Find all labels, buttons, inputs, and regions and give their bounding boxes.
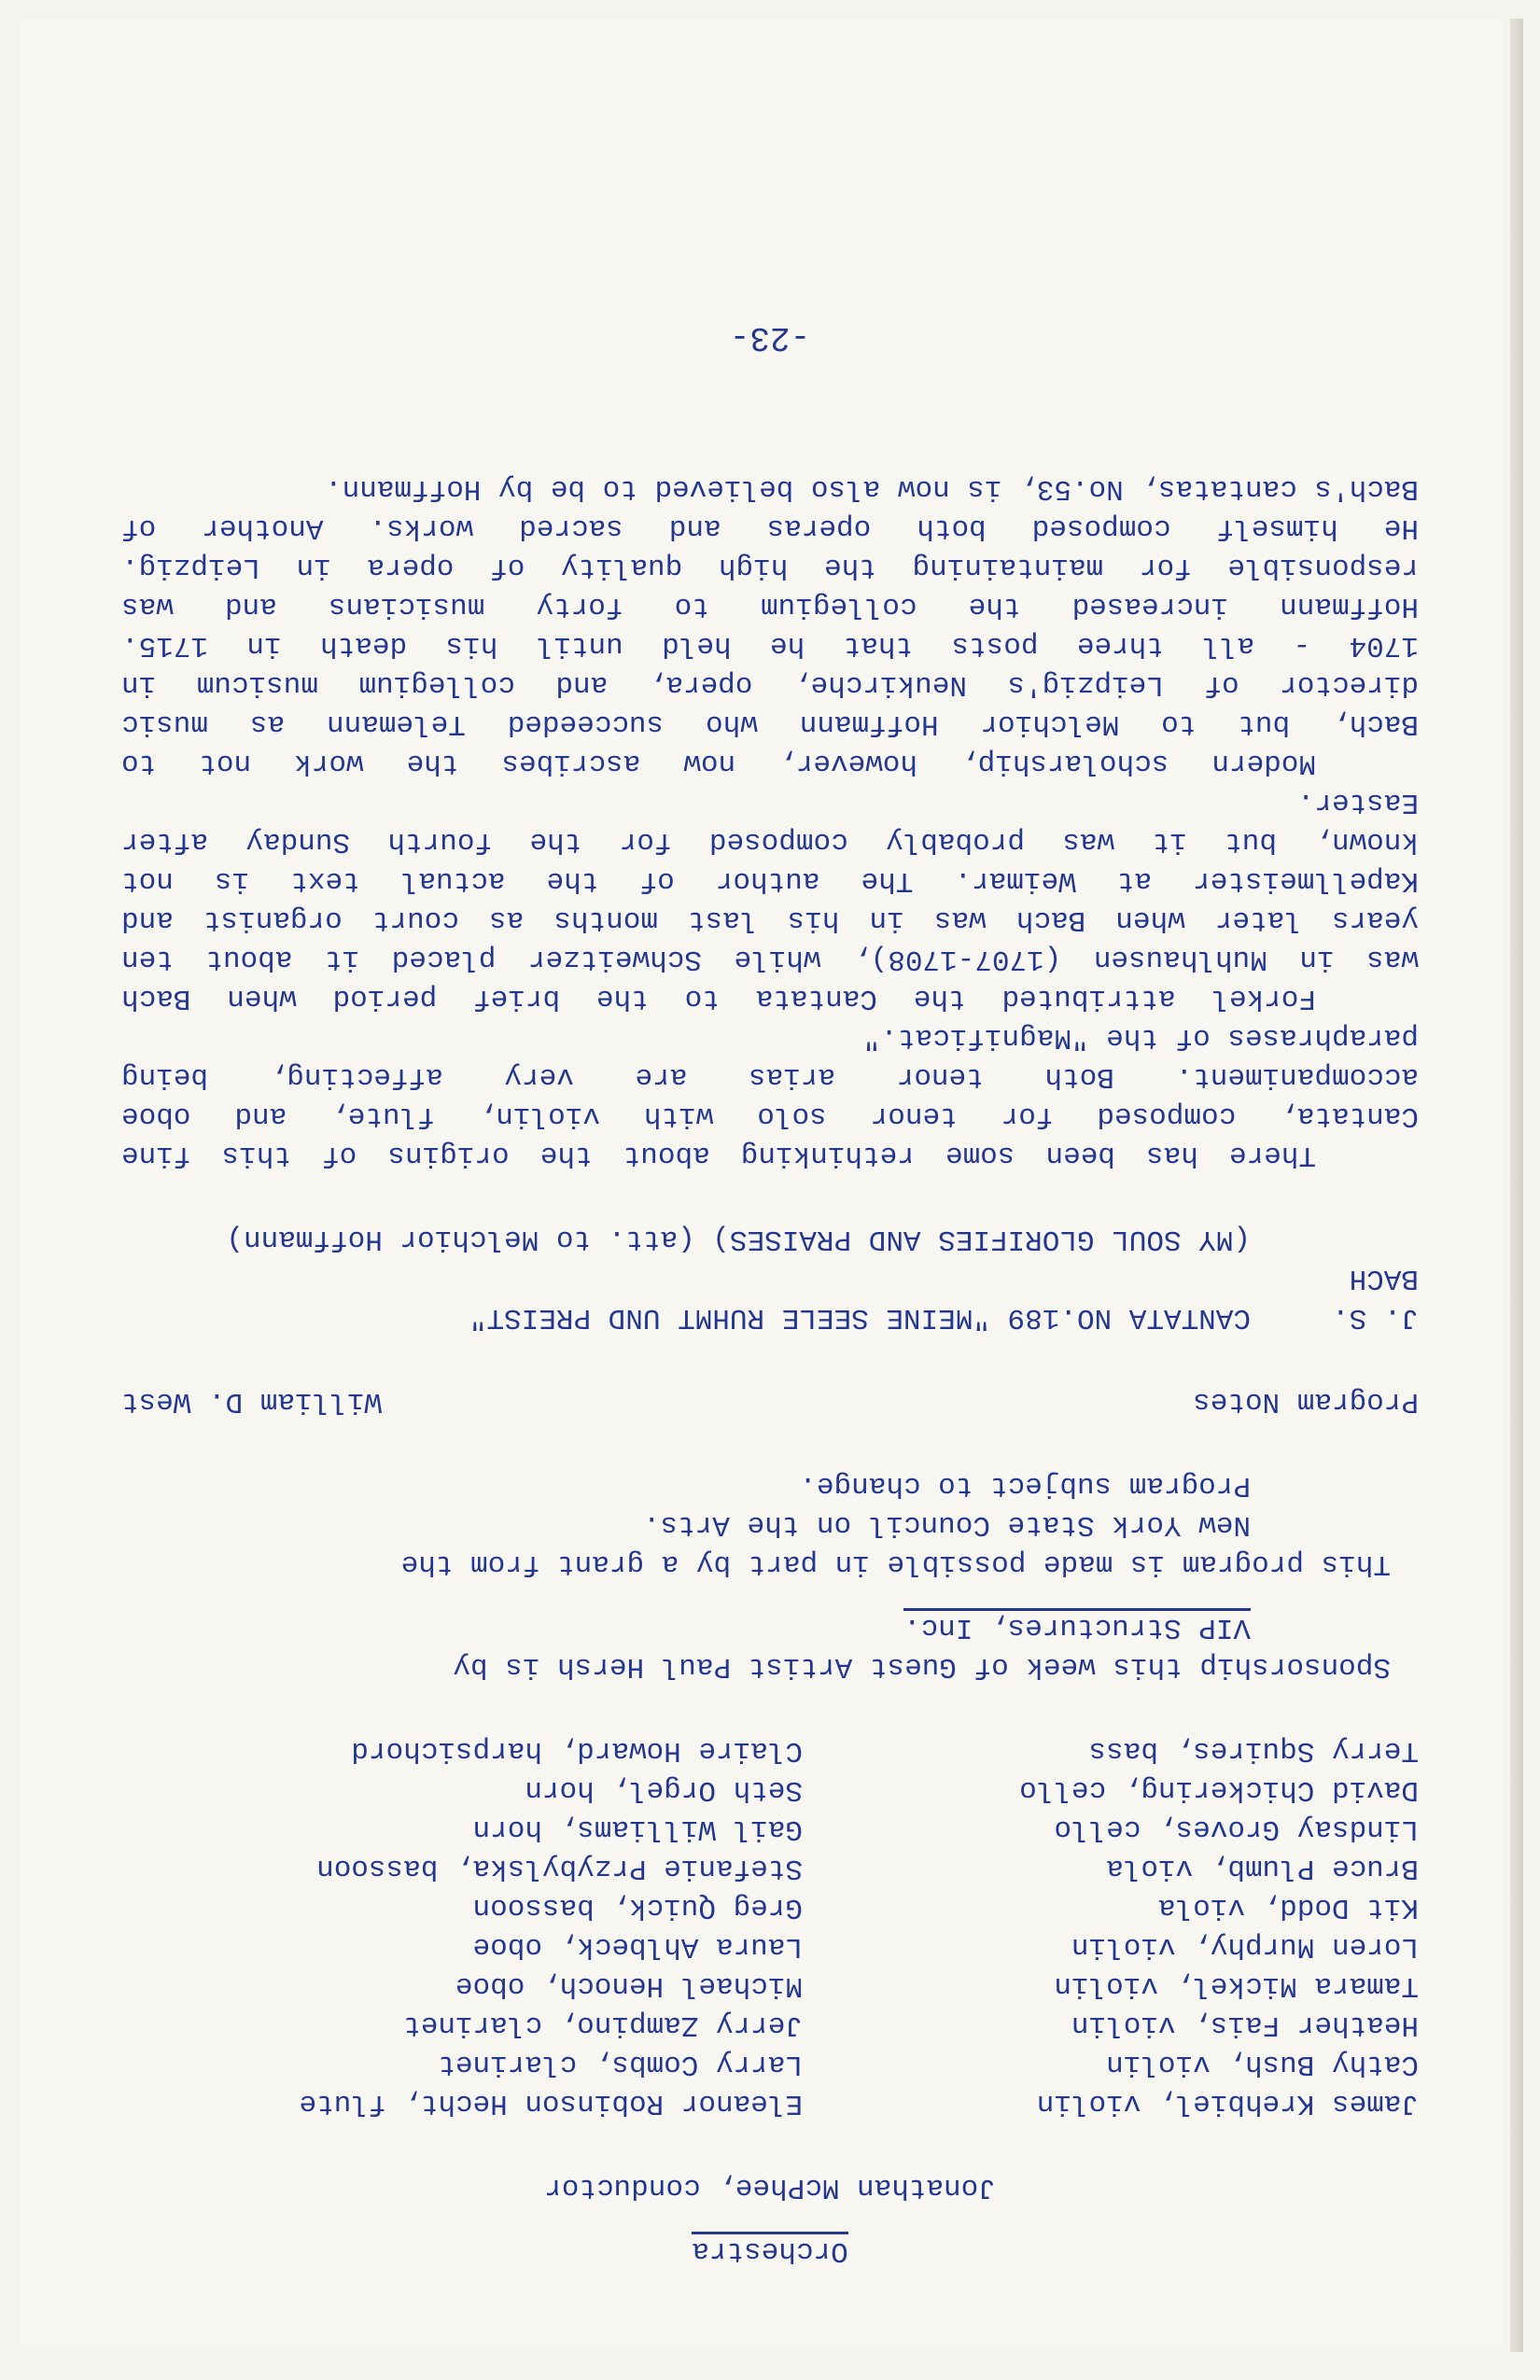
program-notes-body xyxy=(121,469,1419,1174)
notes-line: accompaniment. Both tenor arias are very affecting, being xyxy=(121,1060,1419,1093)
notes-line: Kapellmeister at Weimar. The author of the actual text is not xyxy=(121,864,1419,897)
sponsorship-line: Sponsorship this week of Guest Artist Paul Hersh is by xyxy=(453,1650,1391,1683)
wind-keyboard-player: Claire Howard, harpsichord xyxy=(351,1734,803,1767)
wind-keyboard-player: Laura Ahlbeck, oboe xyxy=(472,1930,803,1963)
wind-keyboard-player: Greg Quick, bassoon xyxy=(472,1891,803,1924)
page-number: -23- xyxy=(729,318,811,357)
notes-line: known, but it was probably composed for the fourth Sunday after xyxy=(121,825,1419,858)
composer-name: J. S. BACH xyxy=(1331,1262,1419,1334)
program-change-note: Program subject to change. xyxy=(799,1469,1251,1502)
notes-author: William D. West xyxy=(121,1385,383,1418)
program-notes-header xyxy=(121,1381,1419,1421)
string-player: James Krehbiel, violin xyxy=(1036,2087,1419,2120)
orchestra-heading-wrap xyxy=(121,2231,1419,2270)
cantata-subtitle: (MY SOUL GLORIFIES AND PRAISES) (att. to Melchior Hoffmann) xyxy=(226,1223,1251,1255)
notes-line: Bach's cantatas, No.53, is now also believed to be by Hoffmann. xyxy=(325,472,1419,505)
notes-paragraph xyxy=(121,1017,1419,1174)
conductor-line: Jonathan McPhee, conductor xyxy=(544,2171,996,2204)
roster-row xyxy=(121,1848,1419,1887)
notes-line: 1704 - all three posts that he held until his death in 1715. xyxy=(121,629,1419,662)
notes-line: Forkel attributed the Cantata to the brief period when Bach xyxy=(121,982,1316,1015)
string-player: Terry Squires, bass xyxy=(1088,1734,1419,1767)
roster-row xyxy=(121,2044,1419,2083)
orchestra-heading: Orchestra xyxy=(692,2232,847,2266)
wind-keyboard-player: Seth Orgel, horn xyxy=(525,1773,803,1806)
roster-row xyxy=(121,1809,1419,1848)
notes-paragraph xyxy=(121,782,1419,1017)
cantata-title: CANTATA NO.189 "MEINE SEELE RUHMT UND PREIST" xyxy=(469,1301,1251,1334)
wind-keyboard-player: Jerry Zampino, clarinet xyxy=(403,2009,803,2041)
notes-paragraph xyxy=(121,469,1419,782)
string-player: Bruce Plumb, viola xyxy=(1106,1852,1419,1884)
notes-line: years later when Bach was in his last months as court organist and xyxy=(121,903,1419,936)
sponsor-name: VIP Structures, Inc. xyxy=(903,1608,1251,1643)
wind-keyboard-player: Stefanie Przybylska, bassoon xyxy=(316,1852,803,1884)
notes-line: Bach, but to Melchior Hoffmann who succeeded Telemann as music xyxy=(121,707,1419,740)
grant-line-1: This program is made possible in part by a grant from the xyxy=(400,1547,1391,1580)
program-page xyxy=(121,317,1419,2270)
string-player: Tamara Mickel, violin xyxy=(1054,1969,1419,2002)
wind-keyboard-player: Michael Henoch, oboe xyxy=(455,1969,803,2002)
notes-line: Cantata, composed for tenor solo with violin, flute, and oboe xyxy=(121,1099,1419,1132)
wind-keyboard-player: Eleanor Robinson Hecht, flute xyxy=(299,2087,803,2120)
notes-line: He himself composed both operas and sacred works. Another of xyxy=(121,511,1419,544)
string-player: Kit Dodd, viola xyxy=(1157,1891,1419,1924)
wind-keyboard-player: Larry Combs, clarinet xyxy=(438,2048,803,2080)
notes-line: responsible for maintaining the high quality of opera in Leipzig. xyxy=(121,551,1419,583)
string-player: Lindsay Groves, cello xyxy=(1054,1813,1419,1845)
notes-line: director of Leipzig's Neukirche, opera, and collegium musicum in xyxy=(121,668,1419,701)
string-player: David Chickering, cello xyxy=(1019,1773,1419,1806)
roster-row xyxy=(121,2083,1419,2122)
string-player: Loren Murphy, violin xyxy=(1071,1930,1419,1963)
notes-line: Modern scholarship, however, now ascribes the work not to xyxy=(121,747,1316,779)
wind-keyboard-player: Gail Williams, horn xyxy=(472,1813,803,1845)
cantata-heading xyxy=(121,1258,1419,1337)
notes-line: paraphrases of the "Magnificat." xyxy=(862,1021,1419,1054)
roster-row xyxy=(121,1770,1419,1809)
roster-row xyxy=(121,1730,1419,1770)
roster-row xyxy=(121,2005,1419,2044)
grant-line-2: New York State Council on the Arts. xyxy=(642,1508,1251,1541)
roster-row xyxy=(121,1887,1419,1926)
string-player: Heather Fais, violin xyxy=(1071,2009,1419,2041)
notes-line: There has been some rethinking about the origins of this fine xyxy=(121,1139,1316,1171)
string-player: Cathy Bush, violin xyxy=(1106,2048,1419,2080)
program-notes-label: Program Notes xyxy=(1193,1385,1419,1418)
sponsor-name-wrap xyxy=(121,1607,1419,1646)
orchestra-roster xyxy=(121,1730,1419,2122)
notes-line: was in Muhlhausen (1707-1708), while Schweitzer placed it about ten xyxy=(121,943,1419,975)
roster-row xyxy=(121,1966,1419,2005)
notes-line: Easter. xyxy=(1296,786,1419,819)
roster-row xyxy=(121,1926,1419,1966)
notes-line: Hoffmann increased the collegium to forty musicians and was xyxy=(121,590,1419,623)
